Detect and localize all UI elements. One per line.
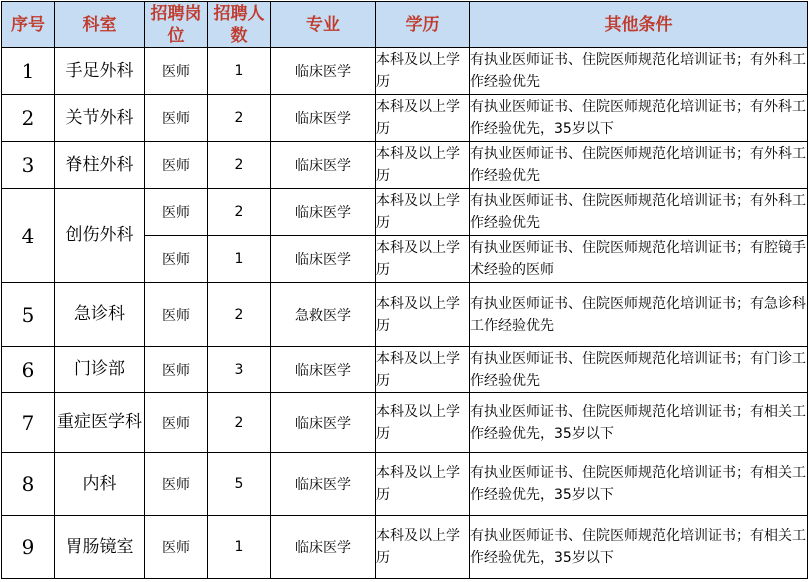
- row-count: 2: [208, 142, 271, 189]
- table-row: [2, 48, 808, 95]
- table-row: [2, 347, 808, 393]
- row-major: 临床医学: [271, 189, 376, 236]
- row-dept: 急诊科: [55, 283, 145, 347]
- row-conditions: 有执业医师证书、住院医师规范化培训证书；有相关工作经验优先，35岁以下: [470, 393, 808, 453]
- row-post: 医师: [145, 142, 208, 189]
- row-dept: 脊柱外科: [55, 142, 145, 189]
- row-dept: 门诊部: [55, 347, 145, 393]
- row-index: 4: [2, 189, 55, 283]
- row-count: 3: [208, 347, 271, 393]
- row-post: 医师: [145, 347, 208, 393]
- row-post: 医师: [145, 95, 208, 142]
- row-post: 医师: [145, 189, 208, 236]
- row-education: 本科及以上学历: [376, 453, 470, 516]
- row-education: 本科及以上学历: [376, 283, 470, 347]
- table-row: [2, 95, 808, 142]
- row-index: 7: [2, 393, 55, 453]
- row-index: 8: [2, 453, 55, 516]
- row-post: 医师: [145, 236, 208, 283]
- row-major: 临床医学: [271, 48, 376, 95]
- row-major: 临床医学: [271, 236, 376, 283]
- row-major: 临床医学: [271, 453, 376, 516]
- row-conditions: 有执业医师证书、住院医师规范化培训证书；有急诊科工作经验优先: [470, 283, 808, 347]
- row-education: 本科及以上学历: [376, 189, 470, 236]
- table-row: [2, 283, 808, 347]
- row-count: 5: [208, 453, 271, 516]
- row-count: 2: [208, 283, 271, 347]
- row-conditions: 有执业医师证书、住院医师规范化培训证书；有外科工作经验优先，35岁以下: [470, 95, 808, 142]
- header-index: 序号: [2, 2, 55, 48]
- row-post: 医师: [145, 516, 208, 579]
- row-major: 临床医学: [271, 347, 376, 393]
- row-count: 2: [208, 189, 271, 236]
- header-dept: 科室: [55, 2, 145, 48]
- row-major: 急救医学: [271, 283, 376, 347]
- row-index: 5: [2, 283, 55, 347]
- header-major: 专业: [271, 2, 376, 48]
- row-dept: 胃肠镜室: [55, 516, 145, 579]
- row-post: 医师: [145, 48, 208, 95]
- row-education: 本科及以上学历: [376, 347, 470, 393]
- row-major: 临床医学: [271, 142, 376, 189]
- row-count: 1: [208, 236, 271, 283]
- row-conditions: 有执业医师证书、住院医师规范化培训证书；有外科工作经验优先: [470, 142, 808, 189]
- row-index: 3: [2, 142, 55, 189]
- table-row: [2, 393, 808, 453]
- row-conditions: 有执业医师证书、住院医师规范化培训证书；有相关工作经验优先，35岁以下: [470, 453, 808, 516]
- row-post: 医师: [145, 283, 208, 347]
- header-conditions: 其他条件: [470, 2, 808, 48]
- row-education: 本科及以上学历: [376, 95, 470, 142]
- row-count: 1: [208, 48, 271, 95]
- row-conditions: 有执业医师证书、住院医师规范化培训证书；有外科工作经验优先: [470, 48, 808, 95]
- row-count: 2: [208, 95, 271, 142]
- row-dept: 内科: [55, 453, 145, 516]
- header-education: 学历: [376, 2, 470, 48]
- row-major: 临床医学: [271, 95, 376, 142]
- row-dept: 创伤外科: [55, 189, 145, 283]
- row-dept: 关节外科: [55, 95, 145, 142]
- header-post: 招聘岗位: [145, 2, 208, 48]
- table-row: [2, 516, 808, 579]
- header-row: [2, 2, 808, 48]
- row-index: 1: [2, 48, 55, 95]
- row-conditions: 有执业医师证书、住院医师规范化培训证书；有腔镜手术经验的医师: [470, 236, 808, 283]
- row-post: 医师: [145, 393, 208, 453]
- row-education: 本科及以上学历: [376, 516, 470, 579]
- row-major: 临床医学: [271, 516, 376, 579]
- row-major: 临床医学: [271, 393, 376, 453]
- row-count: 1: [208, 516, 271, 579]
- row-education: 本科及以上学历: [376, 393, 470, 453]
- row-count: 2: [208, 393, 271, 453]
- row-dept: 手足外科: [55, 48, 145, 95]
- row-education: 本科及以上学历: [376, 48, 470, 95]
- table-row: [2, 189, 808, 236]
- header-count: 招聘人数: [208, 2, 271, 48]
- row-conditions: 有执业医师证书、住院医师规范化培训证书；有门诊工作经验优先: [470, 347, 808, 393]
- row-dept: 重症医学科: [55, 393, 145, 453]
- row-index: 2: [2, 95, 55, 142]
- row-education: 本科及以上学历: [376, 236, 470, 283]
- table-row: [2, 142, 808, 189]
- row-index: 6: [2, 347, 55, 393]
- row-conditions: 有执业医师证书、住院医师规范化培训证书；有外科工作经验优先: [470, 189, 808, 236]
- table-row: [2, 453, 808, 516]
- row-conditions: 有执业医师证书、住院医师规范化培训证书；有相关工作经验优先，35岁以下: [470, 516, 808, 579]
- row-education: 本科及以上学历: [376, 142, 470, 189]
- row-post: 医师: [145, 453, 208, 516]
- row-index: 9: [2, 516, 55, 579]
- recruitment-table: [1, 1, 808, 579]
